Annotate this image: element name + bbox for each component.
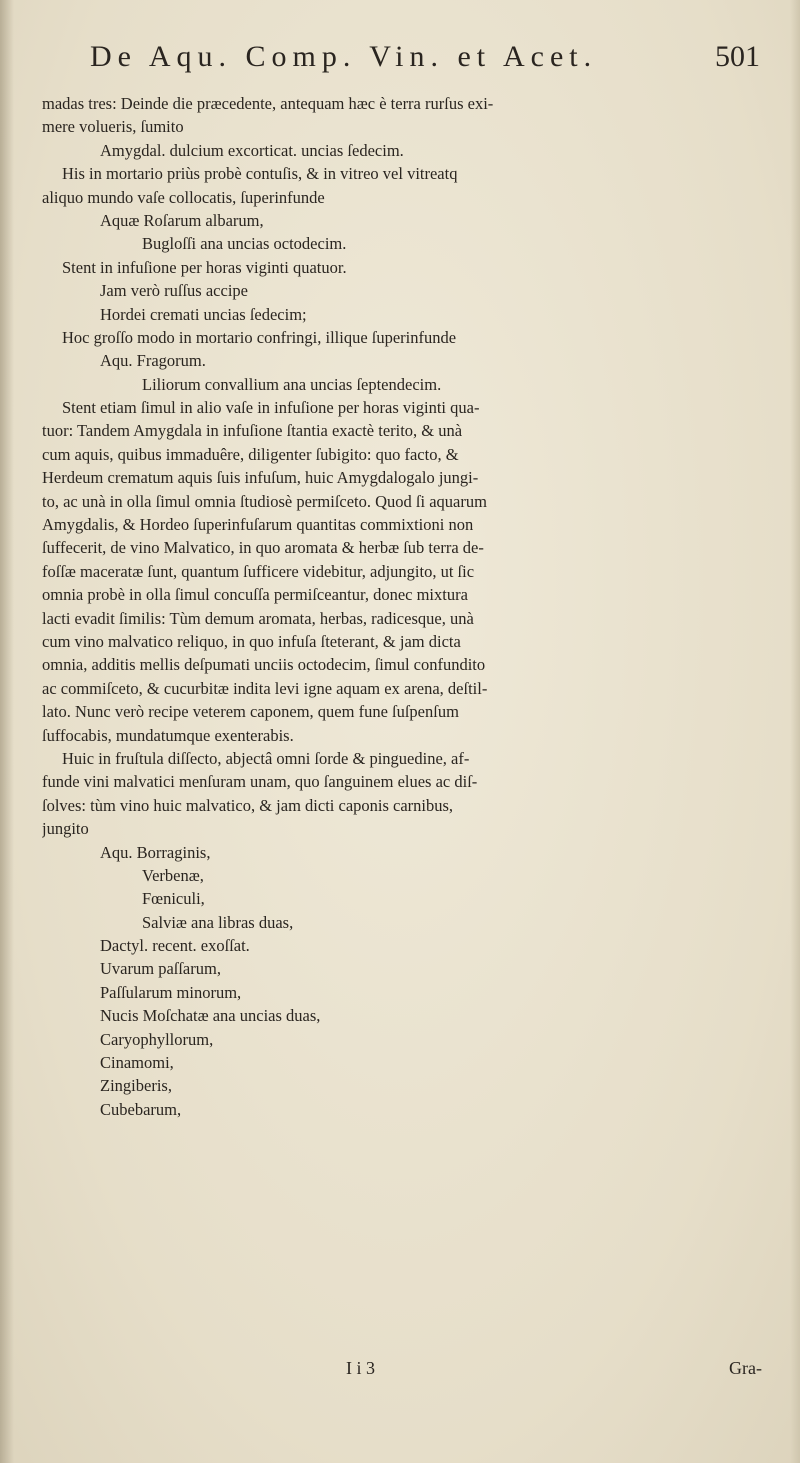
text-line: foſſæ maceratæ ſunt, quantum ſufficere videbitur, adjungito, ut ſic <box>42 561 475 581</box>
text-line: Fœniculi, <box>142 889 205 909</box>
text-line: ſuffocabis, mundatumque exenterabis. <box>42 725 294 745</box>
text-line: Amygdalis, & Hordeo ſuperinfuſarum quantitas commixtioni non <box>42 515 474 535</box>
text-line: Verbenæ, <box>142 865 204 885</box>
text-line: mere volueris, ſumito <box>42 117 184 137</box>
text-line: omnia probè in olla ſimul concuſſa permiſceantur, donec mixtura <box>42 585 468 605</box>
text-line: Zingiberis, <box>100 1076 172 1096</box>
text-line: aliquo mundo vaſe collocatis, ſuperinfunde <box>42 187 325 207</box>
text-line: Nucis Moſchatæ ana uncias duas, <box>100 1006 321 1026</box>
running-head: De Aqu. Comp. Vin. et Acet. <box>90 40 598 73</box>
signature-mark: I i 3 <box>346 1358 375 1378</box>
text-line: ſolves: tùm vino huic malvatico, & jam dicti caponis carnibus, <box>42 795 454 815</box>
text-line: Hoc groſſo modo in mortario confringi, illique ſuperinfunde <box>62 327 457 347</box>
text-line: lato. Nunc verò recipe veterem caponem, quem fune ſuſpenſum <box>42 702 459 722</box>
body-text <box>42 92 762 1121</box>
text-line: Aqu. Fragorum. <box>100 351 206 371</box>
gutter-shadow <box>0 0 14 1463</box>
text-line: Herdeum crematum aquis ſuis infuſum, huic Amygdalogalo jungi- <box>42 468 479 488</box>
page-header <box>90 40 760 84</box>
page-footer <box>42 1358 762 1388</box>
catchword: Gra- <box>729 1358 762 1378</box>
text-line: Caryophyllorum, <box>100 1029 214 1049</box>
text-line: Uvarum paſſarum, <box>100 959 221 979</box>
text-line: Stent etiam ſimul in alio vaſe in infuſione per horas viginti qua- <box>62 398 480 418</box>
text-line: Stent in infuſione per horas viginti quatuor. <box>62 257 347 277</box>
text-line: Bugloſſi ana uncias octodecim. <box>142 234 347 254</box>
text-line: omnia, additis mellis deſpumati unciis octodecim, ſimul confundito <box>42 655 486 675</box>
text-line: Aqu. Borraginis, <box>100 842 211 862</box>
text-line: tuor: Tandem Amygdala in infuſione ſtantia exactè terito, & unà <box>42 421 463 441</box>
text-line: ac commiſceto, & cucurbitæ indita levi igne aquam ex arena, deſtil- <box>42 678 488 698</box>
text-line: Dactyl. recent. exoſſat. <box>100 936 250 956</box>
text-line: Huic in fruſtula diſſecto, abjectâ omni ſorde & pinguedine, af- <box>62 748 470 768</box>
text-line: Salviæ ana libras duas, <box>142 912 294 932</box>
text-line: Jam verò ruſſus accipe <box>100 281 248 301</box>
text-line: Hordei cremati uncias ſedecim; <box>100 304 307 324</box>
text-line: Cinamomi, <box>100 1053 174 1073</box>
page-edge <box>790 0 800 1463</box>
text-line: His in mortario priùs probè contuſis, & in vitreo vel vitreatq <box>62 164 458 184</box>
text-line: madas tres: Deinde die præcedente, antequam hæc è terra rurſus exi- <box>42 94 494 113</box>
text-line: cum vino malvatico reliquo, in quo infuſa ſteterant, & jam dicta <box>42 631 461 651</box>
text-line: funde vini malvatici menſuram unam, quo ſanguinem elues ac diſ- <box>42 772 478 792</box>
text-line: Cubebarum, <box>100 1099 182 1119</box>
text-line: Amygdal. dulcium excorticat. uncias ſedecim. <box>100 140 404 160</box>
page-number: 501 <box>715 40 760 73</box>
text-line: cum aquis, quibus immaduêre, diligenter ſubigito: quo facto, & <box>42 444 459 464</box>
text-line: lacti evadit ſimilis: Tùm demum aromata, herbas, radicesque, unà <box>42 608 474 628</box>
text-line: to, ac unà in olla ſimul omnia ſtudiosè permiſceto. Quod ſi aquarum <box>42 491 487 511</box>
text-line: Paſſularum minorum, <box>100 982 242 1002</box>
text-line: jungito <box>42 819 89 839</box>
text-line: Aquæ Roſarum albarum, <box>100 210 264 230</box>
text-line: ſuffecerit, de vino Malvatico, in quo aromata & herbæ ſub terra de- <box>42 538 484 558</box>
text-line: Liliorum convallium ana uncias ſeptendecim. <box>142 374 442 394</box>
